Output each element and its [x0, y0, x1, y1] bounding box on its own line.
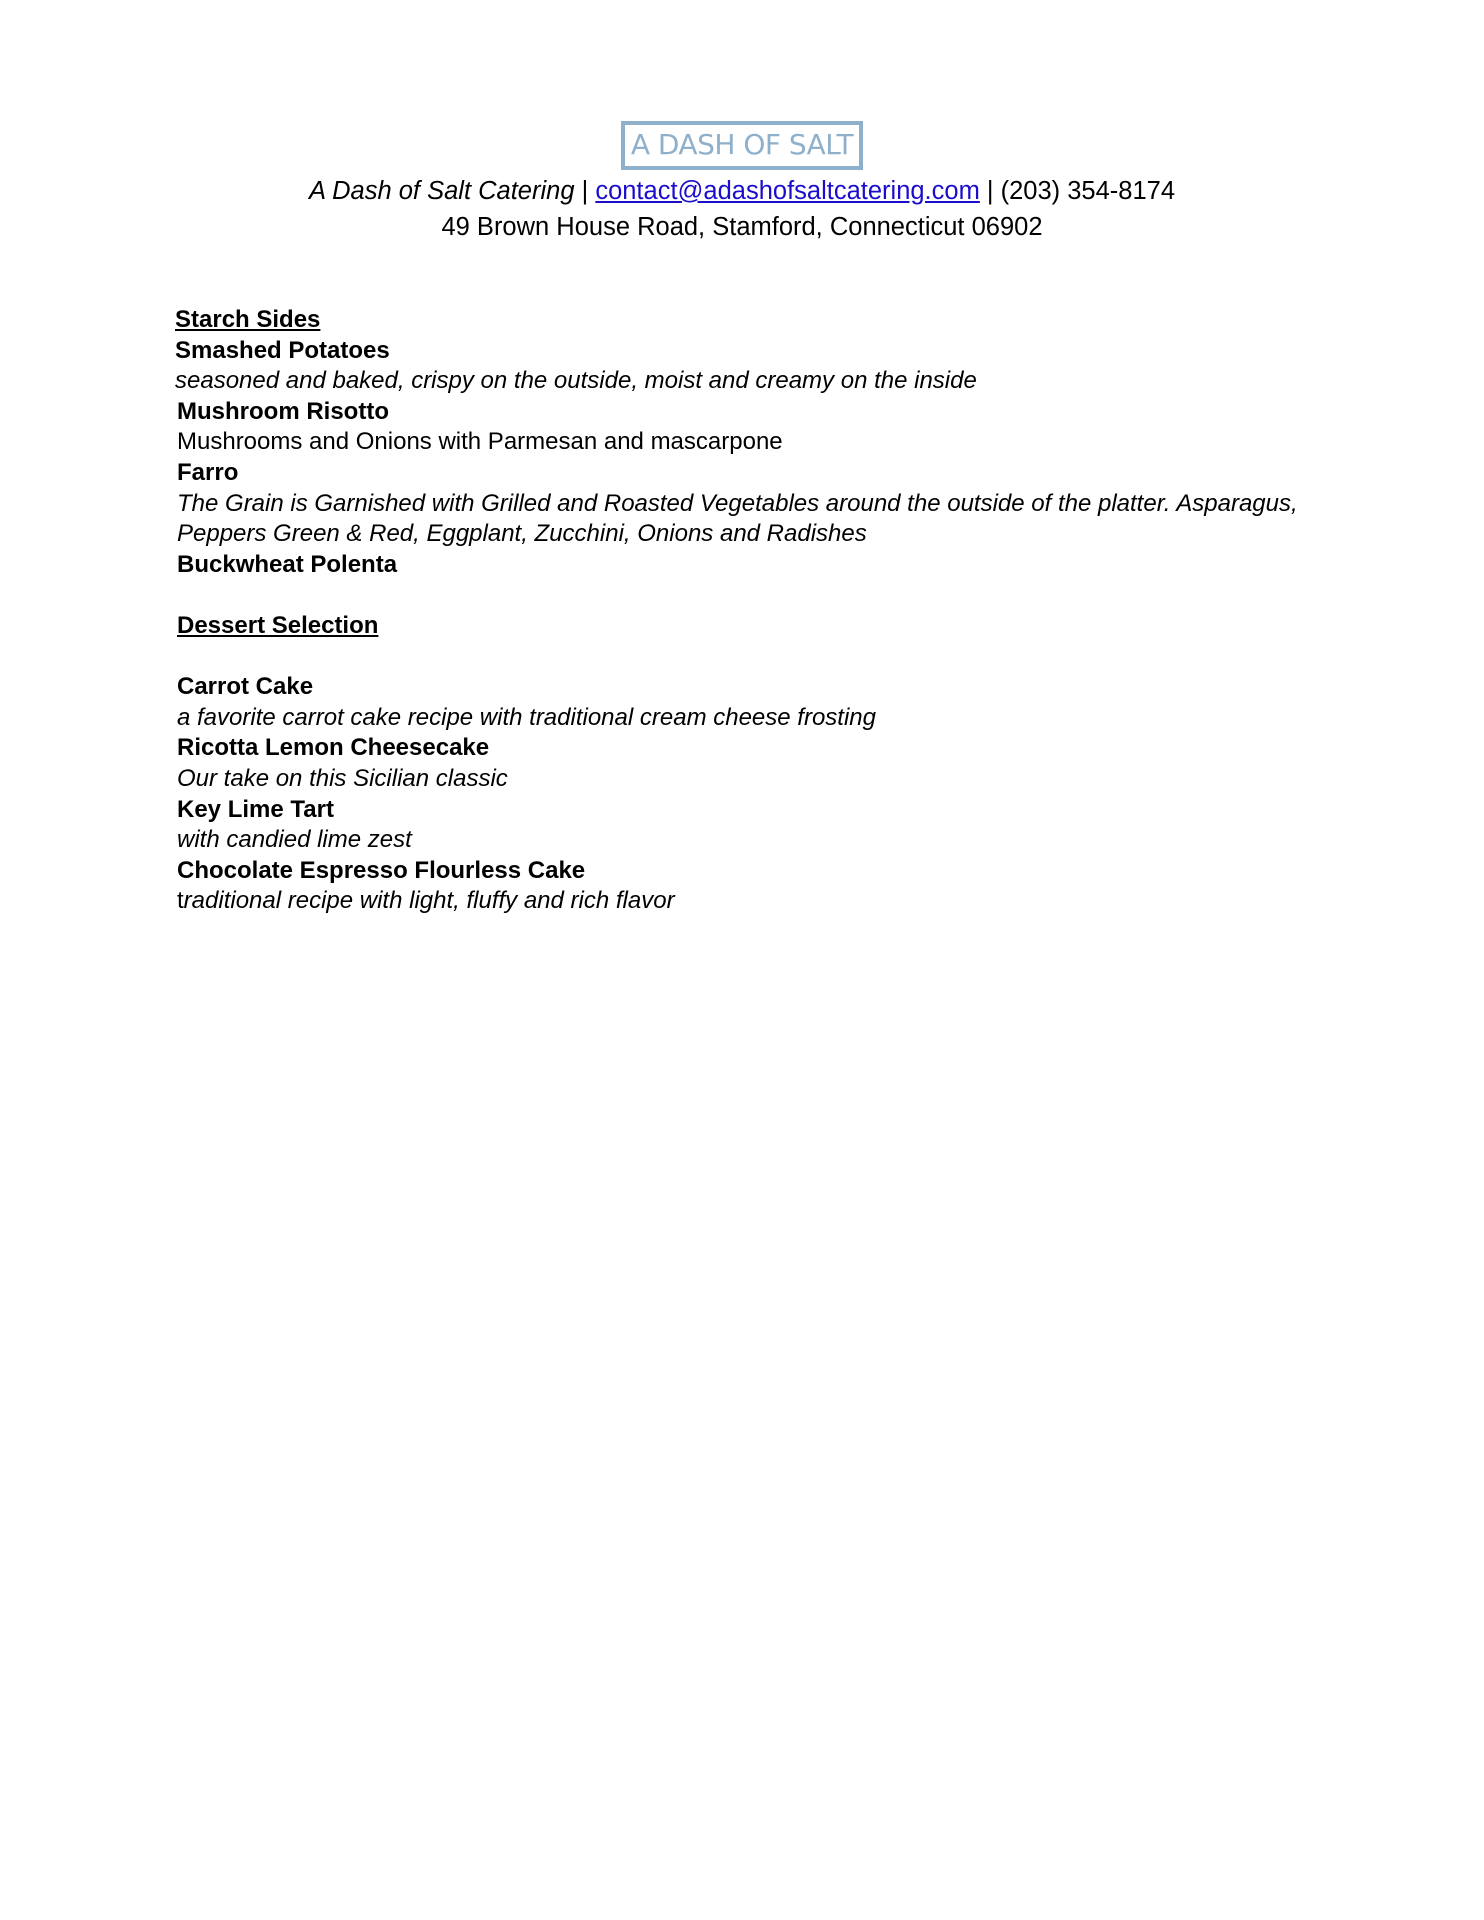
description-first-letter: t — [177, 887, 184, 915]
menu-item-name: Ricotta Lemon Cheesecake — [177, 734, 490, 762]
menu-item-description — [175, 886, 1355, 917]
menu-item-description: Mushrooms and Onions with Parmesan and mascarpone — [177, 428, 783, 456]
spacer — [175, 642, 1355, 673]
contact-separator: | — [574, 177, 596, 205]
menu-item-name: Mushroom Risotto — [177, 397, 389, 425]
menu-item-description: with candied lime zest — [177, 826, 412, 854]
contact-separator: | — [979, 177, 1001, 205]
phone-number: (203) 354-8174 — [1000, 177, 1176, 205]
section-heading-dessert: Dessert Selection — [177, 611, 379, 639]
menu-item-name: Carrot Cake — [177, 673, 314, 701]
menu-item-description: seasoned and baked, crispy on the outside, moist and creamy on the inside — [175, 367, 977, 395]
menu-item-name: Key Lime Tart — [177, 795, 334, 823]
menu-item-name: Buckwheat Polenta — [177, 550, 398, 578]
company-address: 49 Brown House Road, Stamford, Connecticut 06902 — [441, 213, 1043, 241]
contact-line — [0, 173, 1484, 209]
section-heading-starch: Starch Sides — [175, 306, 321, 333]
menu-item-description: Our take on this Sicilian classic — [177, 764, 508, 792]
menu-body — [175, 305, 1355, 917]
menu-item-name: Farro — [177, 458, 239, 486]
menu-item-name: Smashed Potatoes — [175, 336, 390, 364]
company-logo: A DASH OF SALT — [621, 121, 863, 170]
menu-item-name: Chocolate Espresso Flourless Cake — [177, 856, 586, 884]
company-name: A Dash of Salt Catering — [308, 177, 575, 205]
description-rest: raditional recipe with light, fluffy and rich flavor — [183, 887, 675, 915]
spacer — [175, 580, 1355, 611]
menu-item-description: a favorite carrot cake recipe with traditional cream cheese frosting — [177, 703, 876, 731]
email-link[interactable]: contact@adashofsaltcatering.com — [595, 177, 980, 205]
menu-item-description: The Grain is Garnished with Grilled and Roasted Vegetables around the outside of the platter. Asparagus, Peppers Green & Red, Eggplant, Zucchini, Onions and Radishes — [177, 489, 1298, 548]
logo-container — [0, 121, 1484, 170]
